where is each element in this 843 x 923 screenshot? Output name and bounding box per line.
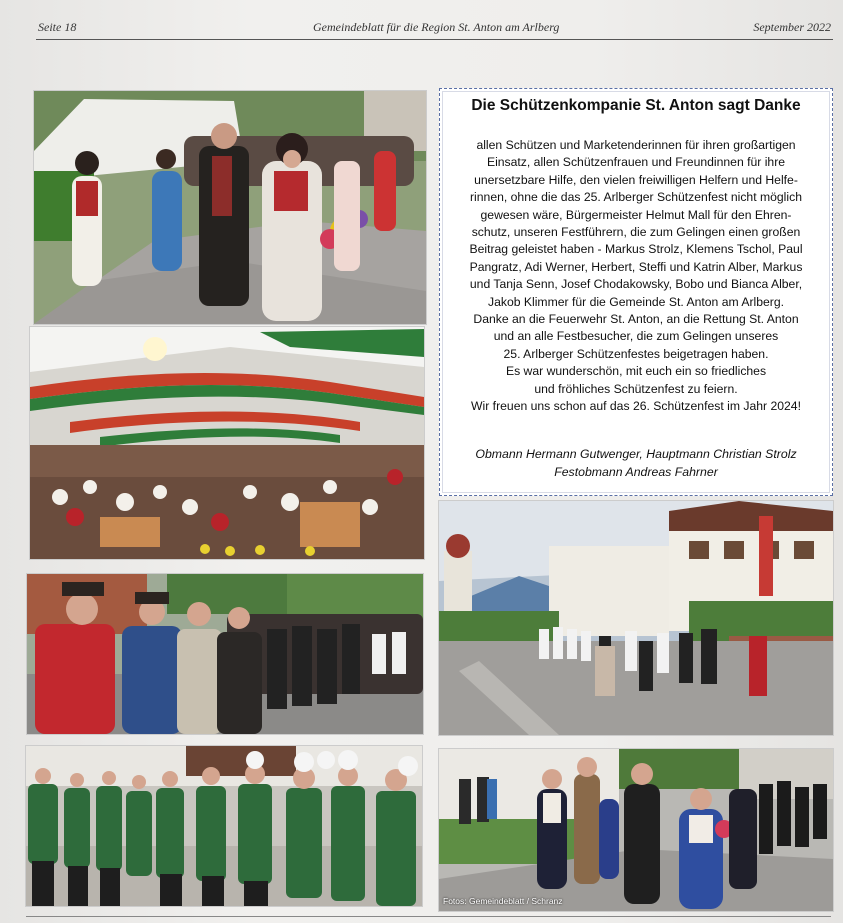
- photo-procession-marketenderinnen: [33, 90, 427, 325]
- signature-line-1: Obmann Hermann Gutwenger, Hauptmann Christian Strolz: [475, 447, 797, 461]
- announcement-body: [448, 137, 824, 416]
- announcement-line: rinnen, ohne die das 25. Arlberger Schützenfest nicht möglich: [470, 190, 802, 205]
- publication-title: Gemeindeblatt für die Region St. Anton am Arlberg: [313, 20, 560, 34]
- announcement-line: und Tanja Senn, Josef Chodakowsky, Bobo und Bianca Alber,: [469, 277, 803, 292]
- announcement-line: 25. Arlberger Schützenfestes beigetragen haben.: [503, 346, 769, 361]
- photo-credit: Fotos: Gemeindeblatt / Schranz: [443, 896, 563, 906]
- photo-officers-lineup: [26, 573, 424, 735]
- issue-date: September 2022: [753, 20, 831, 34]
- announcement-line: Einsatz, allen Schützenfrauen und Freundinnen für ihre: [486, 155, 786, 170]
- announcement-line: und fröhliches Schützenfest zu feiern.: [534, 381, 738, 396]
- announcement-line: schutz, unseren Festführern, die zum Gelingen einen großen: [471, 225, 801, 240]
- header-rule: [36, 39, 833, 40]
- announcement-line: Wir freuen uns schon auf das 26. Schützenfest im Jahr 2024!: [471, 399, 801, 414]
- signature-line-2: Festobmann Andreas Fahrner: [554, 465, 718, 479]
- footer-rule: [26, 916, 831, 917]
- announcement-line: unersetzbare Hilfe, den vielen freiwilligen Helfern und Helfe-: [474, 172, 798, 187]
- photo-marketenderinnen-parade: [438, 748, 834, 912]
- announcement-title: Die Schützenkompanie St. Anton sagt Danke: [471, 97, 801, 114]
- announcement-line: Es war wunderschön, mit euch ein so friedliches: [505, 364, 767, 379]
- announcement-line: Beitrag geleistet haben - Markus Strolz, Klemens Tschol, Paul: [469, 242, 803, 257]
- photo-village-street-procession: [438, 500, 834, 736]
- announcement-line: allen Schützen und Marketenderinnen für ihren großartigen: [476, 138, 796, 152]
- announcement-line: und an alle Festbesucher, die zum Gelingen unseres: [493, 329, 779, 344]
- announcement-line: Jakob Klimmer für die Gemeinde St. Anton am Arlberg.: [487, 294, 785, 309]
- page-header: [38, 18, 831, 38]
- announcement-line: Pangratz, Adi Werner, Herbert, Steffi und Katrin Alber, Markus: [469, 259, 803, 274]
- announcement-line: gewesen wäre, Bürgermeister Helmut Mall für den Ehren-: [480, 207, 792, 222]
- announcement-line: Danke an die Feuerwehr St. Anton, an die Rettung St. Anton: [473, 312, 799, 327]
- photo-green-schuetzen: [25, 745, 423, 907]
- thank-you-announcement: [439, 88, 833, 496]
- page-number: Seite 18: [38, 20, 77, 34]
- photo-festival-tent: [29, 326, 425, 560]
